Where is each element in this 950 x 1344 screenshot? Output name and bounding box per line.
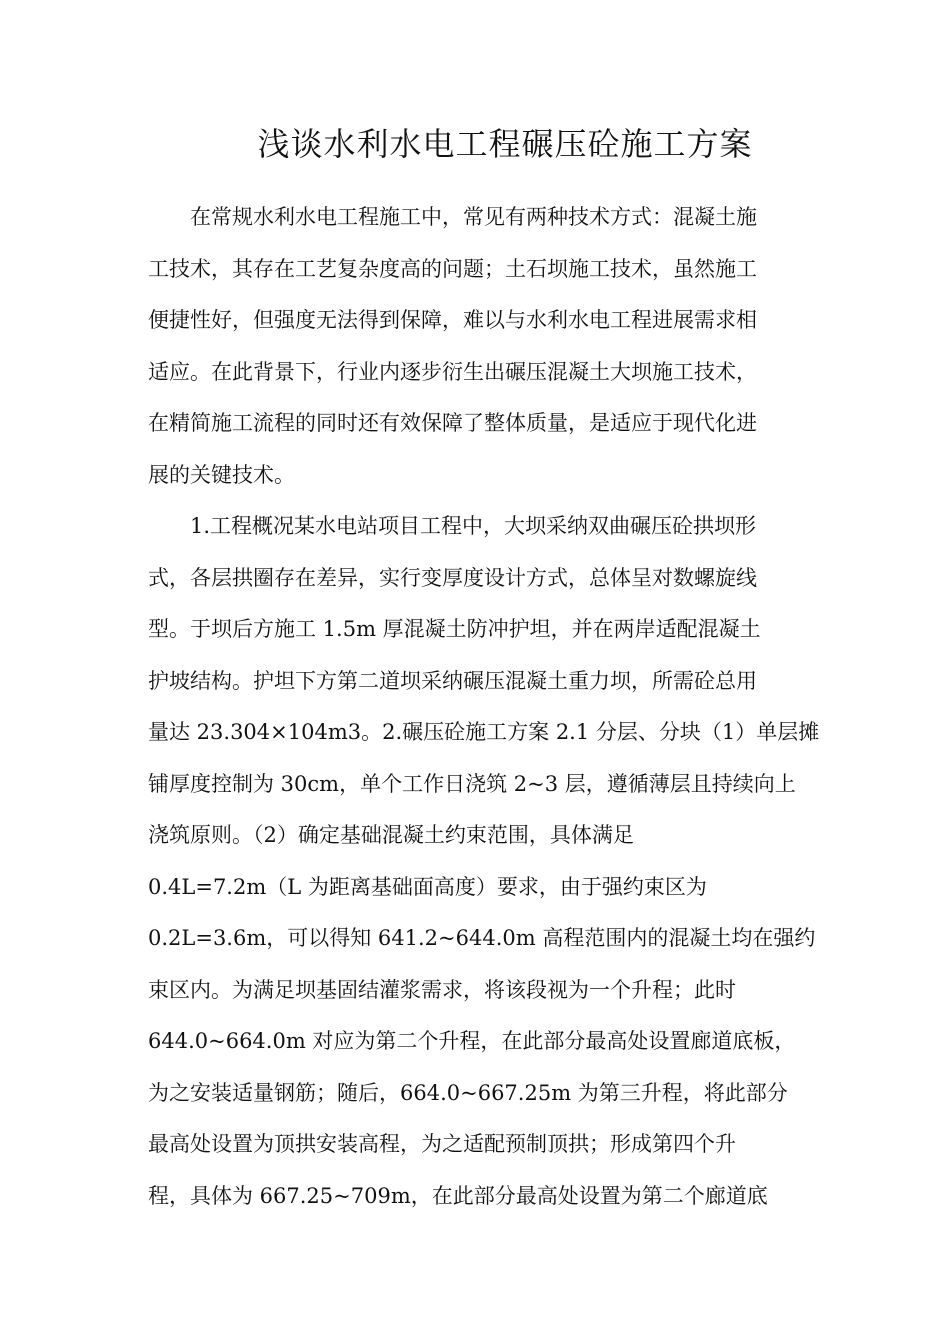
paragraph-line: 在精简施工流程的同时还有效保障了整体质量，是适应于现代化进 — [148, 411, 757, 435]
paragraph-line: 便捷性好，但强度无法得到保障，难以与水利水电工程进展需求相 — [148, 308, 757, 332]
paragraph-line: 工技术，其存在工艺复杂度高的问题；土石坝施工技术，虽然施工 — [148, 256, 757, 281]
paragraph-line: 铺厚度控制为 30cm，单个工作日浇筑 2~3 层，遵循薄层且持续向上 — [148, 771, 796, 796]
paragraph-line: 为之安装适量钢筋；随后，664.0~667.25m 为第三升程，将此部分 — [148, 1080, 788, 1105]
document-title: 浅谈水利水电工程碾压砼施工方案 — [257, 125, 753, 163]
paragraph-line: 式，各层拱圈存在差异，实行变厚度设计方式，总体呈对数螺旋线 — [148, 565, 757, 590]
paragraph-line: 展的关键技术。 — [148, 462, 295, 487]
paragraph-line: 量达 23.304×104m3。2.碾压砼施工方案 2.1 分层、分块（1）单层摊 — [148, 720, 820, 744]
paragraph-line: 0.2L=3.6m，可以得知 641.2~644.0m 高程范围内的混凝土均在强约 — [148, 926, 816, 950]
paragraph-line: 最高处设置为顶拱安装高程，为之适配预制顶拱；形成第四个升 — [148, 1132, 736, 1156]
paragraph-line: 程，具体为 667.25~709m，在此部分最高处设置为第二个廊道底 — [148, 1183, 768, 1208]
paragraph-line: 适应。在此背景下，行业内逐步衍生出碾压混凝土大坝施工技术， — [148, 359, 757, 384]
paragraph-line: 浇筑原则。（2）确定基础混凝土约束范围，具体满足 — [148, 823, 634, 847]
paragraph-line: 护坡结构。护坦下方第二道坝采纳碾压混凝土重力坝，所需砼总用 — [148, 668, 757, 693]
paragraph-line: 型。于坝后方施工 1.5m 厚混凝土防冲护坦，并在两岸适配混凝土 — [148, 617, 761, 641]
paragraph-line: 0.4L=7.2m（L 为距离基础面高度）要求，由于强约束区为 — [148, 874, 707, 899]
document-body — [148, 192, 820, 1222]
paragraph-line: 束区内。为满足坝基固结灌浆需求，将该段视为一个升程；此时 — [148, 977, 736, 1002]
paragraph-line: 644.0~664.0m 对应为第二个升程，在此部分最高处设置廊道底板， — [148, 1029, 796, 1053]
paragraph-line: 在常规水利水电工程施工中，常见有两种技术方式：混凝土施 — [190, 205, 757, 229]
paragraph-line: 1.工程概况某水电站项目工程中，大坝采纳双曲碾压砼拱坝形 — [190, 514, 757, 538]
